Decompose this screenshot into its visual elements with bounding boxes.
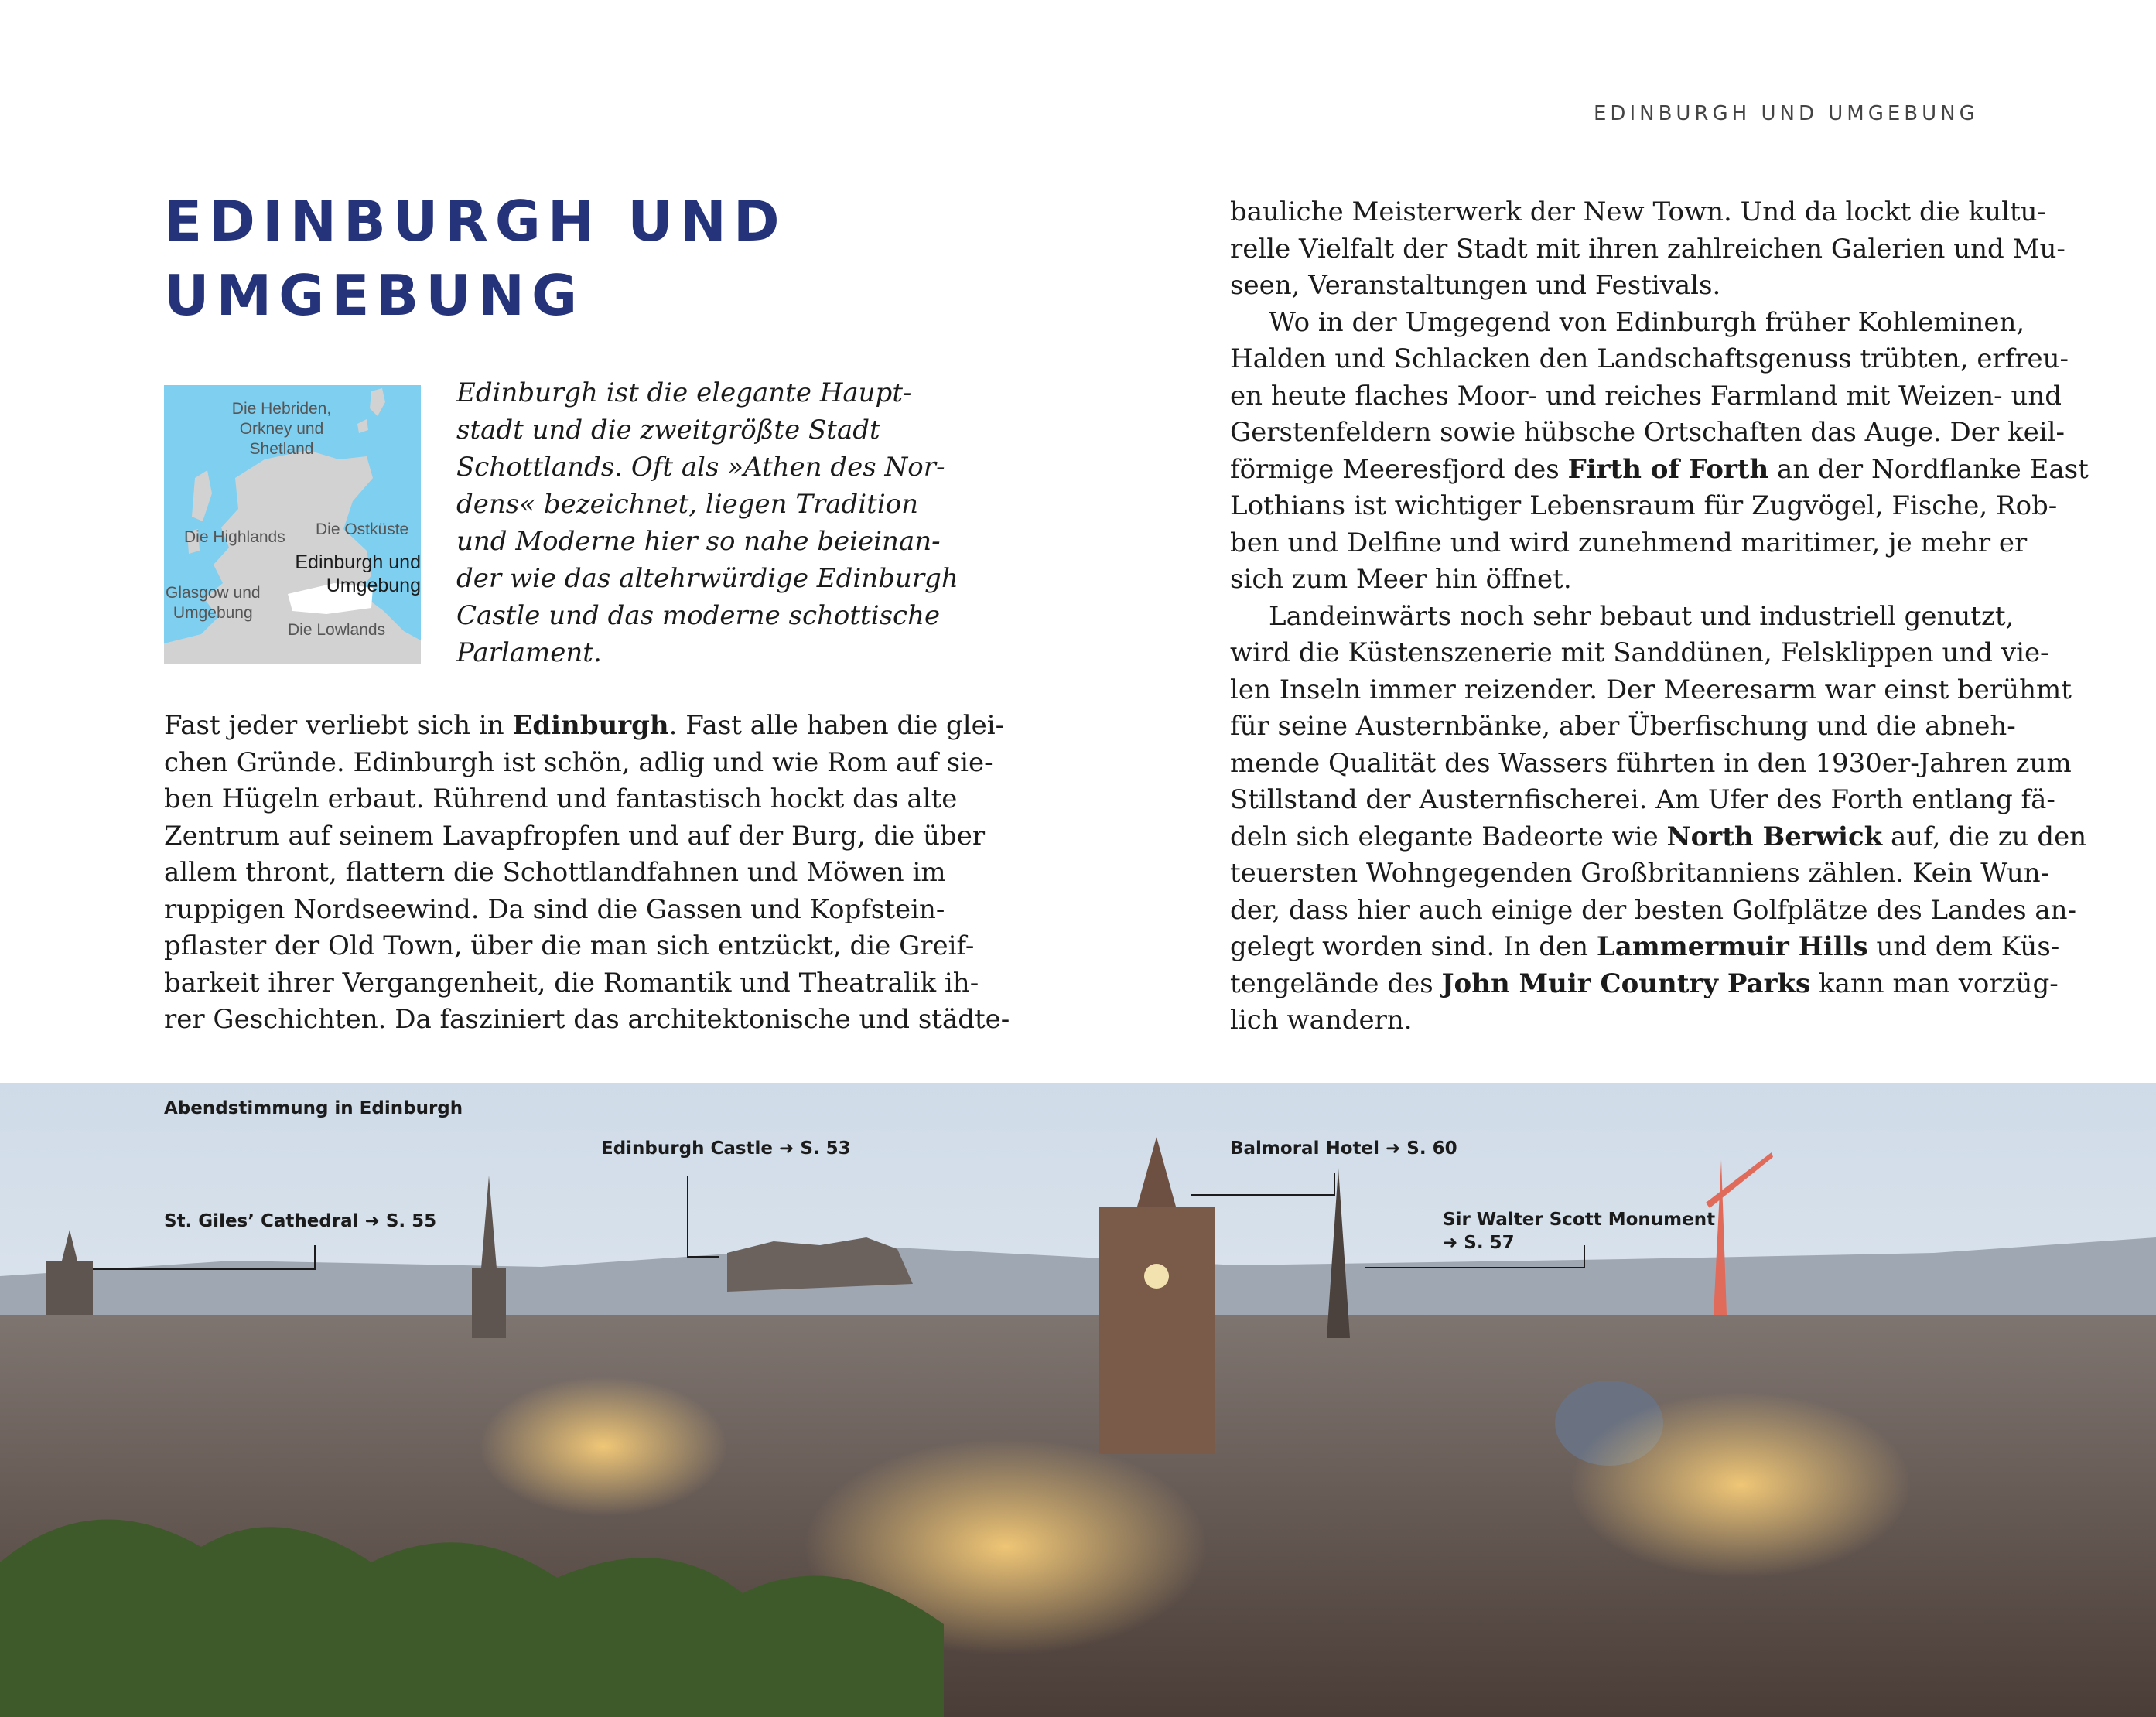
body-line: bauliche Meisterwerk der New Town. Und da lockt die kultu- [1230, 196, 2046, 227]
body-line: Zentrum auf seinem Lavapfropfen und auf der Burg, die über [164, 820, 986, 852]
intro-line: und Moderne hier so nahe beieinan- [456, 526, 941, 557]
chapter-title [164, 184, 860, 333]
map-label-lowlands: Die Lowlands [288, 621, 386, 639]
callout-scott-monument: Sir Walter Scott Monument ➜ S. 57 [1443, 1210, 1716, 1253]
callout-st-giles: St. Giles’ Cathedral ➜ S. 55 [164, 1211, 437, 1231]
body-line: barkeit ihrer Vergangenheit, die Romantik und Theatralik ih- [164, 967, 979, 998]
body-line: len Inseln immer reizender. Der Meeresarm war einst berühmt [1230, 674, 2072, 705]
intro-line: Schottlands. Oft als »Athen des Nor- [456, 452, 945, 483]
locator-map [164, 385, 421, 664]
photo-glow-3 [480, 1377, 727, 1516]
body-column-left [164, 708, 1010, 1039]
edinburgh-skyline-illustration [0, 1083, 2156, 1717]
intro-line: Edinburgh ist die elegante Haupt- [456, 377, 912, 408]
body-line: pflaster der Old Town, über die man sich entzückt, die Greif- [164, 930, 975, 961]
body-line: wird die Küstenszenerie mit Sanddünen, Felsklippen und vie- [1230, 637, 2049, 668]
intro-line: Castle und das moderne schottische [456, 600, 941, 631]
body-column-right [1230, 194, 2089, 1039]
body-line: Gerstenfeldern sowie hübsche Ortschaften das Auge. Der keil- [1230, 417, 2065, 448]
body-line: ben und Delfine und wird zunehmend maritimer, je mehr er [1230, 527, 2028, 558]
body-line: förmige Meeresfjord des Firth of Forth an der Nordflanke East [1230, 453, 2089, 485]
intro-line: der wie das altehrwürdige Edinburgh [456, 563, 958, 594]
body-line: tengelände des John Muir Country Parks kann man vorzüg- [1230, 968, 2059, 999]
body-line: für seine Austernbänke, aber Überfischung und die abneh- [1230, 711, 2016, 742]
callout-edinburgh-castle: Edinburgh Castle ➜ S. 53 [601, 1138, 851, 1159]
body-line: Fast jeder verliebt sich in Edinburgh. Fast alle haben die glei- [164, 710, 1005, 741]
body-line: lich wandern. [1230, 1005, 1413, 1036]
body-line: allem thront, flattern die Schottlandfahnen und Möwen im [164, 857, 946, 888]
body-line: en heute flaches Moor- und reiches Farmland mit Weizen- und [1230, 380, 2062, 411]
body-line: seen, Veranstaltungen und Festivals. [1230, 270, 1721, 301]
body-line: Landeinwärts noch sehr bebaut und industriell genutzt, [1269, 600, 2014, 632]
title-line-1: EDINBURGH UND [164, 189, 787, 254]
body-line: ruppigen Nordseewind. Da sind die Gassen und Kopfstein- [164, 893, 945, 925]
intro-line: Parlament. [456, 637, 602, 668]
intro-line: dens« bezeichnet, liegen Tradition [456, 489, 919, 520]
map-label-hebrides: Die Hebriden, Orkney und Shetland [231, 400, 332, 458]
map-label-east-coast: Die Ostküste [316, 521, 409, 538]
map-label-edinburgh: Edinburgh und Umgebung [295, 551, 421, 596]
callout-balmoral-hotel: Balmoral Hotel ➜ S. 60 [1230, 1138, 1457, 1159]
body-line: Stillstand der Austernfischerei. Am Ufer des Forth entlang fä- [1230, 784, 2055, 815]
title-line-2: UMGEBUNG [164, 263, 585, 328]
intro-line: stadt und die zweitgrößte Stadt [456, 415, 880, 445]
balmoral-clock-face [1144, 1264, 1169, 1289]
body-line: deln sich elegante Badeorte wie North Berwick auf, die zu den [1230, 821, 2087, 852]
body-line: gelegt worden sind. In den Lammermuir Hills und dem Küs- [1230, 931, 2060, 962]
leader-line-scott [1365, 1245, 1585, 1268]
map-label-glasgow: Glasgow und Umgebung [166, 584, 261, 622]
leader-line-castle [687, 1176, 719, 1258]
map-northern-isles [357, 388, 385, 433]
photo-caption: Abendstimmung in Edinburgh [164, 1098, 463, 1118]
body-line: sich zum Meer hin öffnet. [1230, 564, 1572, 595]
leader-line-balmoral [1191, 1173, 1335, 1196]
cityscape-photo [0, 1083, 2156, 1717]
body-line: Halden und Schlacken den Landschaftsgenuss trübten, erfreu- [1230, 343, 2069, 374]
body-line: mende Qualität des Wassers führten in den 1930er-Jahren zum [1230, 747, 2072, 779]
running-head: EDINBURGH UND UMGEBUNG [1594, 102, 1979, 125]
body-line: der, dass hier auch einige der besten Golfplätze des Landes an- [1230, 894, 2077, 926]
body-line: rer Geschichten. Da fasziniert das architektonische und städte- [164, 1004, 1010, 1035]
body-line: relle Vielfalt der Stadt mit ihren zahlreichen Galerien und Mu- [1230, 233, 2065, 265]
photo-glow-2 [1570, 1392, 1911, 1578]
intro-paragraph [456, 374, 958, 671]
body-line: teuersten Wohngegenden Großbritanniens zählen. Kein Wun- [1230, 858, 2050, 889]
leader-line-st-giles [93, 1245, 316, 1270]
body-line: Wo in der Umgegend von Edinburgh früher Kohleminen, [1269, 306, 2025, 338]
body-line: Lothians ist wichtiger Lebensraum für Zugvögel, Fische, Rob- [1230, 490, 2058, 521]
map-label-highlands: Die Highlands [184, 528, 285, 546]
body-line: chen Gründe. Edinburgh ist schön, adlig und wie Rom auf sie- [164, 746, 993, 778]
body-line: ben Hügeln erbaut. Rührend und fantastisch hockt das alte [164, 783, 958, 814]
balmoral-hotel [1099, 1207, 1215, 1454]
